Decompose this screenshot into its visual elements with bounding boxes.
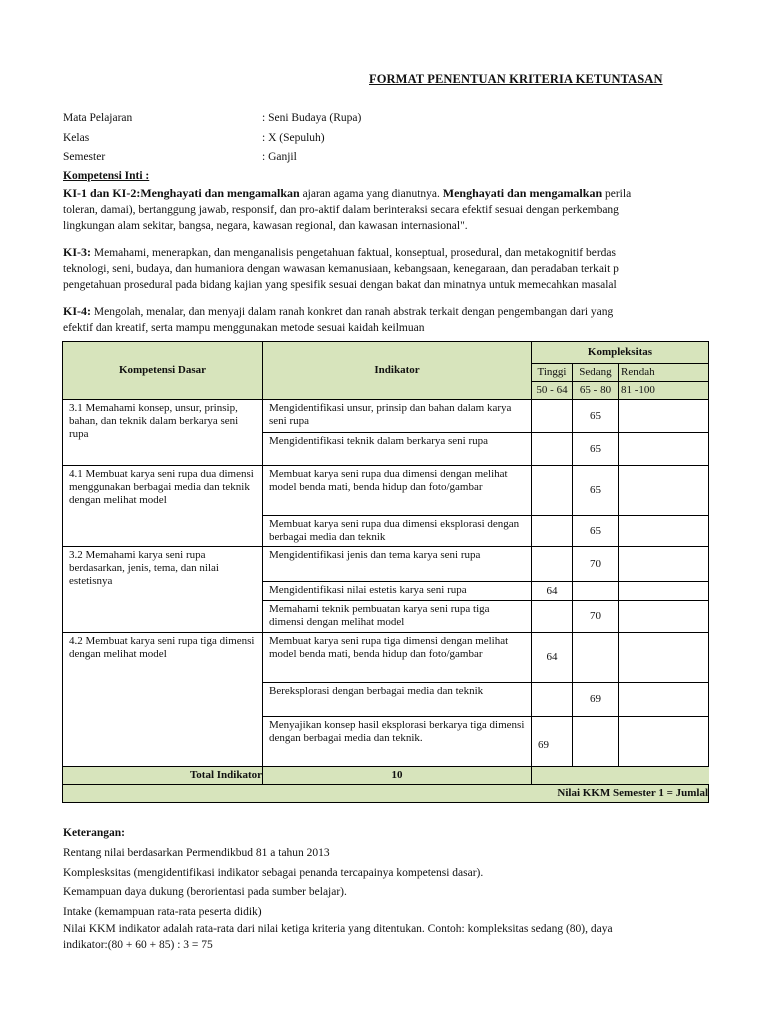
rendah-cell (619, 683, 709, 717)
table-row (63, 547, 709, 582)
ki12-paragraph (63, 185, 703, 234)
ki4-line2: efektif dan kreatif, serta mampu menggunakan metode sesuai kaidah keilmuan (63, 322, 425, 334)
ki12-bold2: Menghayati dan mengamalkan (442, 186, 603, 200)
indikator-cell: Membuat karya seni rupa dua dimensi eksplorasi dengan berbagai media dan teknik (263, 516, 532, 547)
rendah-cell (619, 466, 709, 516)
ki12-text2: perila (602, 188, 632, 200)
total-value: 10 (263, 767, 532, 785)
total-empty (532, 767, 709, 785)
keterangan-line: Rentang nilai berdasarkan Permendikbud 81 a tahun 2013 (63, 847, 330, 859)
rendah-cell (619, 547, 709, 582)
meta-value-kelas: : X (Sepuluh) (262, 132, 325, 144)
table-row (63, 466, 709, 516)
ki3-line1: Memahami, menerapkan, dan menganalisis pengetahuan faktual, konseptual, prosedural, dan metakognitif berdas (91, 247, 616, 259)
meta-label-kelas: Kelas (63, 132, 90, 144)
meta-label-mapel: Mata Pelajaran (63, 112, 133, 124)
meta-label-semester: Semester (63, 151, 106, 163)
tinggi-cell: 64 (532, 582, 573, 601)
page-title: FORMAT PENENTUAN KRITERIA KETUNTASAN (369, 72, 663, 86)
keterangan-heading: Keterangan: (63, 827, 125, 839)
ki12-line3: lingkungan alam sekitar, bangsa, negara, kawasan regional, dan kawasan internasional". (63, 220, 468, 232)
ki3-label: KI-3: (63, 245, 91, 259)
indikator-cell: Mengidentifikasi nilai estetis karya seni rupa (263, 582, 532, 601)
range-rendah: 81 -100 (619, 382, 709, 400)
ki3-line3: pengetahuan prosedural pada bidang kajian yang spesifik sesuai dengan bakat dan minatnya untuk memecahkan masalal (63, 279, 617, 291)
kompetensi-inti-heading: Kompetensi Inti : (63, 170, 150, 182)
tinggi-cell (532, 601, 573, 633)
tinggi-cell: 69 (532, 717, 573, 767)
kkm-table (62, 341, 709, 803)
ki12-label: KI-1 dan KI-2: (63, 186, 141, 200)
sedang-cell: 65 (573, 466, 619, 516)
ki12-line2: toleran, damai), bertanggung jawab, responsif, dan pro-aktif dalam berinteraksi secara efektif sesuai dengan perkembang (63, 204, 619, 216)
keterangan-line: Kemampuan daya dukung (berorientasi pada sumber belajar). (63, 886, 347, 898)
rendah-cell (619, 516, 709, 547)
keterangan-line: Intake (kemampuan rata-rata peserta didik) (63, 906, 262, 918)
tinggi-cell (532, 433, 573, 466)
range-sedang: 65 - 80 (573, 382, 619, 400)
keterangan-line: Komplesksitas (mengidentifikasi indikator sebagai penanda tercapainya kompetensi dasar). (63, 867, 484, 879)
ki3-paragraph (63, 244, 703, 293)
sedang-cell: 65 (573, 516, 619, 547)
nilai-kkm-label: Nilai KKM Semester 1 = Jumlal (63, 785, 709, 803)
ki12-text1: ajaran agama yang dianutnya. (299, 188, 443, 200)
ki3-line2: teknologi, seni, budaya, dan humaniora dengan wawasan kemanusiaan, kebangsaan, kenegaraan, dan peradaban terkait p (63, 263, 619, 275)
ki4-paragraph (63, 303, 703, 336)
sedang-cell (573, 633, 619, 683)
range-tinggi: 50 - 64 (532, 382, 573, 400)
ki12-bold1: Menghayati dan mengamalkan (140, 186, 300, 200)
indikator-cell: Membuat karya seni rupa dua dimensi dengan melihat model benda mati, benda hidup dan foto/gambar (263, 466, 532, 516)
total-row (63, 767, 709, 785)
keterangan-line: Nilai KKM indikator adalah rata-rata dari nilai ketiga kriteria yang ditentukan. Contoh: kompleksitas sedang (80), daya (63, 923, 613, 935)
keterangan-line: indikator:(80 + 60 + 85) : 3 = 75 (63, 939, 213, 951)
rendah-cell (619, 633, 709, 683)
sedang-cell: 65 (573, 433, 619, 466)
kd-cell: 3.1 Memahami konsep, unsur, prinsip, bahan, dan teknik dalam berkarya seni rupa (63, 400, 263, 466)
indikator-cell: Mengidentifikasi jenis dan tema karya seni rupa (263, 547, 532, 582)
indikator-cell: Menyajikan konsep hasil eksplorasi berkarya tiga dimensi dengan berbagai media dan teknik. (263, 717, 532, 767)
sedang-cell: 69 (573, 683, 619, 717)
indikator-cell: Mengidentifikasi unsur, prinsip dan bahan dalam karya seni rupa (263, 400, 532, 433)
header-indikator: Indikator (263, 342, 532, 400)
header-sedang: Sedang (573, 364, 619, 382)
tinggi-cell (532, 547, 573, 582)
nilai-kkm-row (63, 785, 709, 803)
sedang-cell (573, 582, 619, 601)
table-row (63, 400, 709, 433)
indikator-cell: Membuat karya seni rupa tiga dimensi dengan melihat model benda mati, benda hidup dan foto/gambar (263, 633, 532, 683)
indikator-cell: Bereksplorasi dengan berbagai media dan teknik (263, 683, 532, 717)
header-rendah: Rendah (619, 364, 709, 382)
table-row (63, 633, 709, 683)
ki4-line1: Mengolah, menalar, dan menyaji dalam ranah konkret dan ranah abstrak terkait dengan pengembangan dari yang (91, 306, 614, 318)
tinggi-cell (532, 516, 573, 547)
sedang-cell: 70 (573, 601, 619, 633)
tinggi-cell: 64 (532, 633, 573, 683)
kd-cell: 4.1 Membuat karya seni rupa dua dimensi menggunakan berbagai media dan teknik dengan melihat model (63, 466, 263, 547)
rendah-cell (619, 582, 709, 601)
header-tinggi: Tinggi (532, 364, 573, 382)
rendah-cell (619, 400, 709, 433)
kd-cell: 4.2 Membuat karya seni rupa tiga dimensi dengan melihat model (63, 633, 263, 767)
total-label: Total Indikator (63, 767, 263, 785)
sedang-cell: 65 (573, 400, 619, 433)
indikator-cell: Memahami teknik pembuatan karya seni rupa tiga dimensi dengan melihat model (263, 601, 532, 633)
tinggi-cell (532, 400, 573, 433)
tinggi-cell (532, 683, 573, 717)
sedang-cell (573, 717, 619, 767)
ki4-label: KI-4: (63, 304, 91, 318)
rendah-cell (619, 601, 709, 633)
rendah-cell (619, 717, 709, 767)
meta-value-semester: : Ganjil (262, 151, 297, 163)
sedang-cell: 70 (573, 547, 619, 582)
header-kompleksitas: Kompleksitas (532, 342, 709, 364)
meta-value-mapel: : Seni Budaya (Rupa) (262, 112, 362, 124)
tinggi-cell (532, 466, 573, 516)
indikator-cell: Mengidentifikasi teknik dalam berkarya seni rupa (263, 433, 532, 466)
rendah-cell (619, 433, 709, 466)
kd-cell: 3.2 Memahami karya seni rupa berdasarkan, jenis, tema, dan nilai estetisnya (63, 547, 263, 633)
header-kompetensi-dasar: Kompetensi Dasar (63, 342, 263, 400)
